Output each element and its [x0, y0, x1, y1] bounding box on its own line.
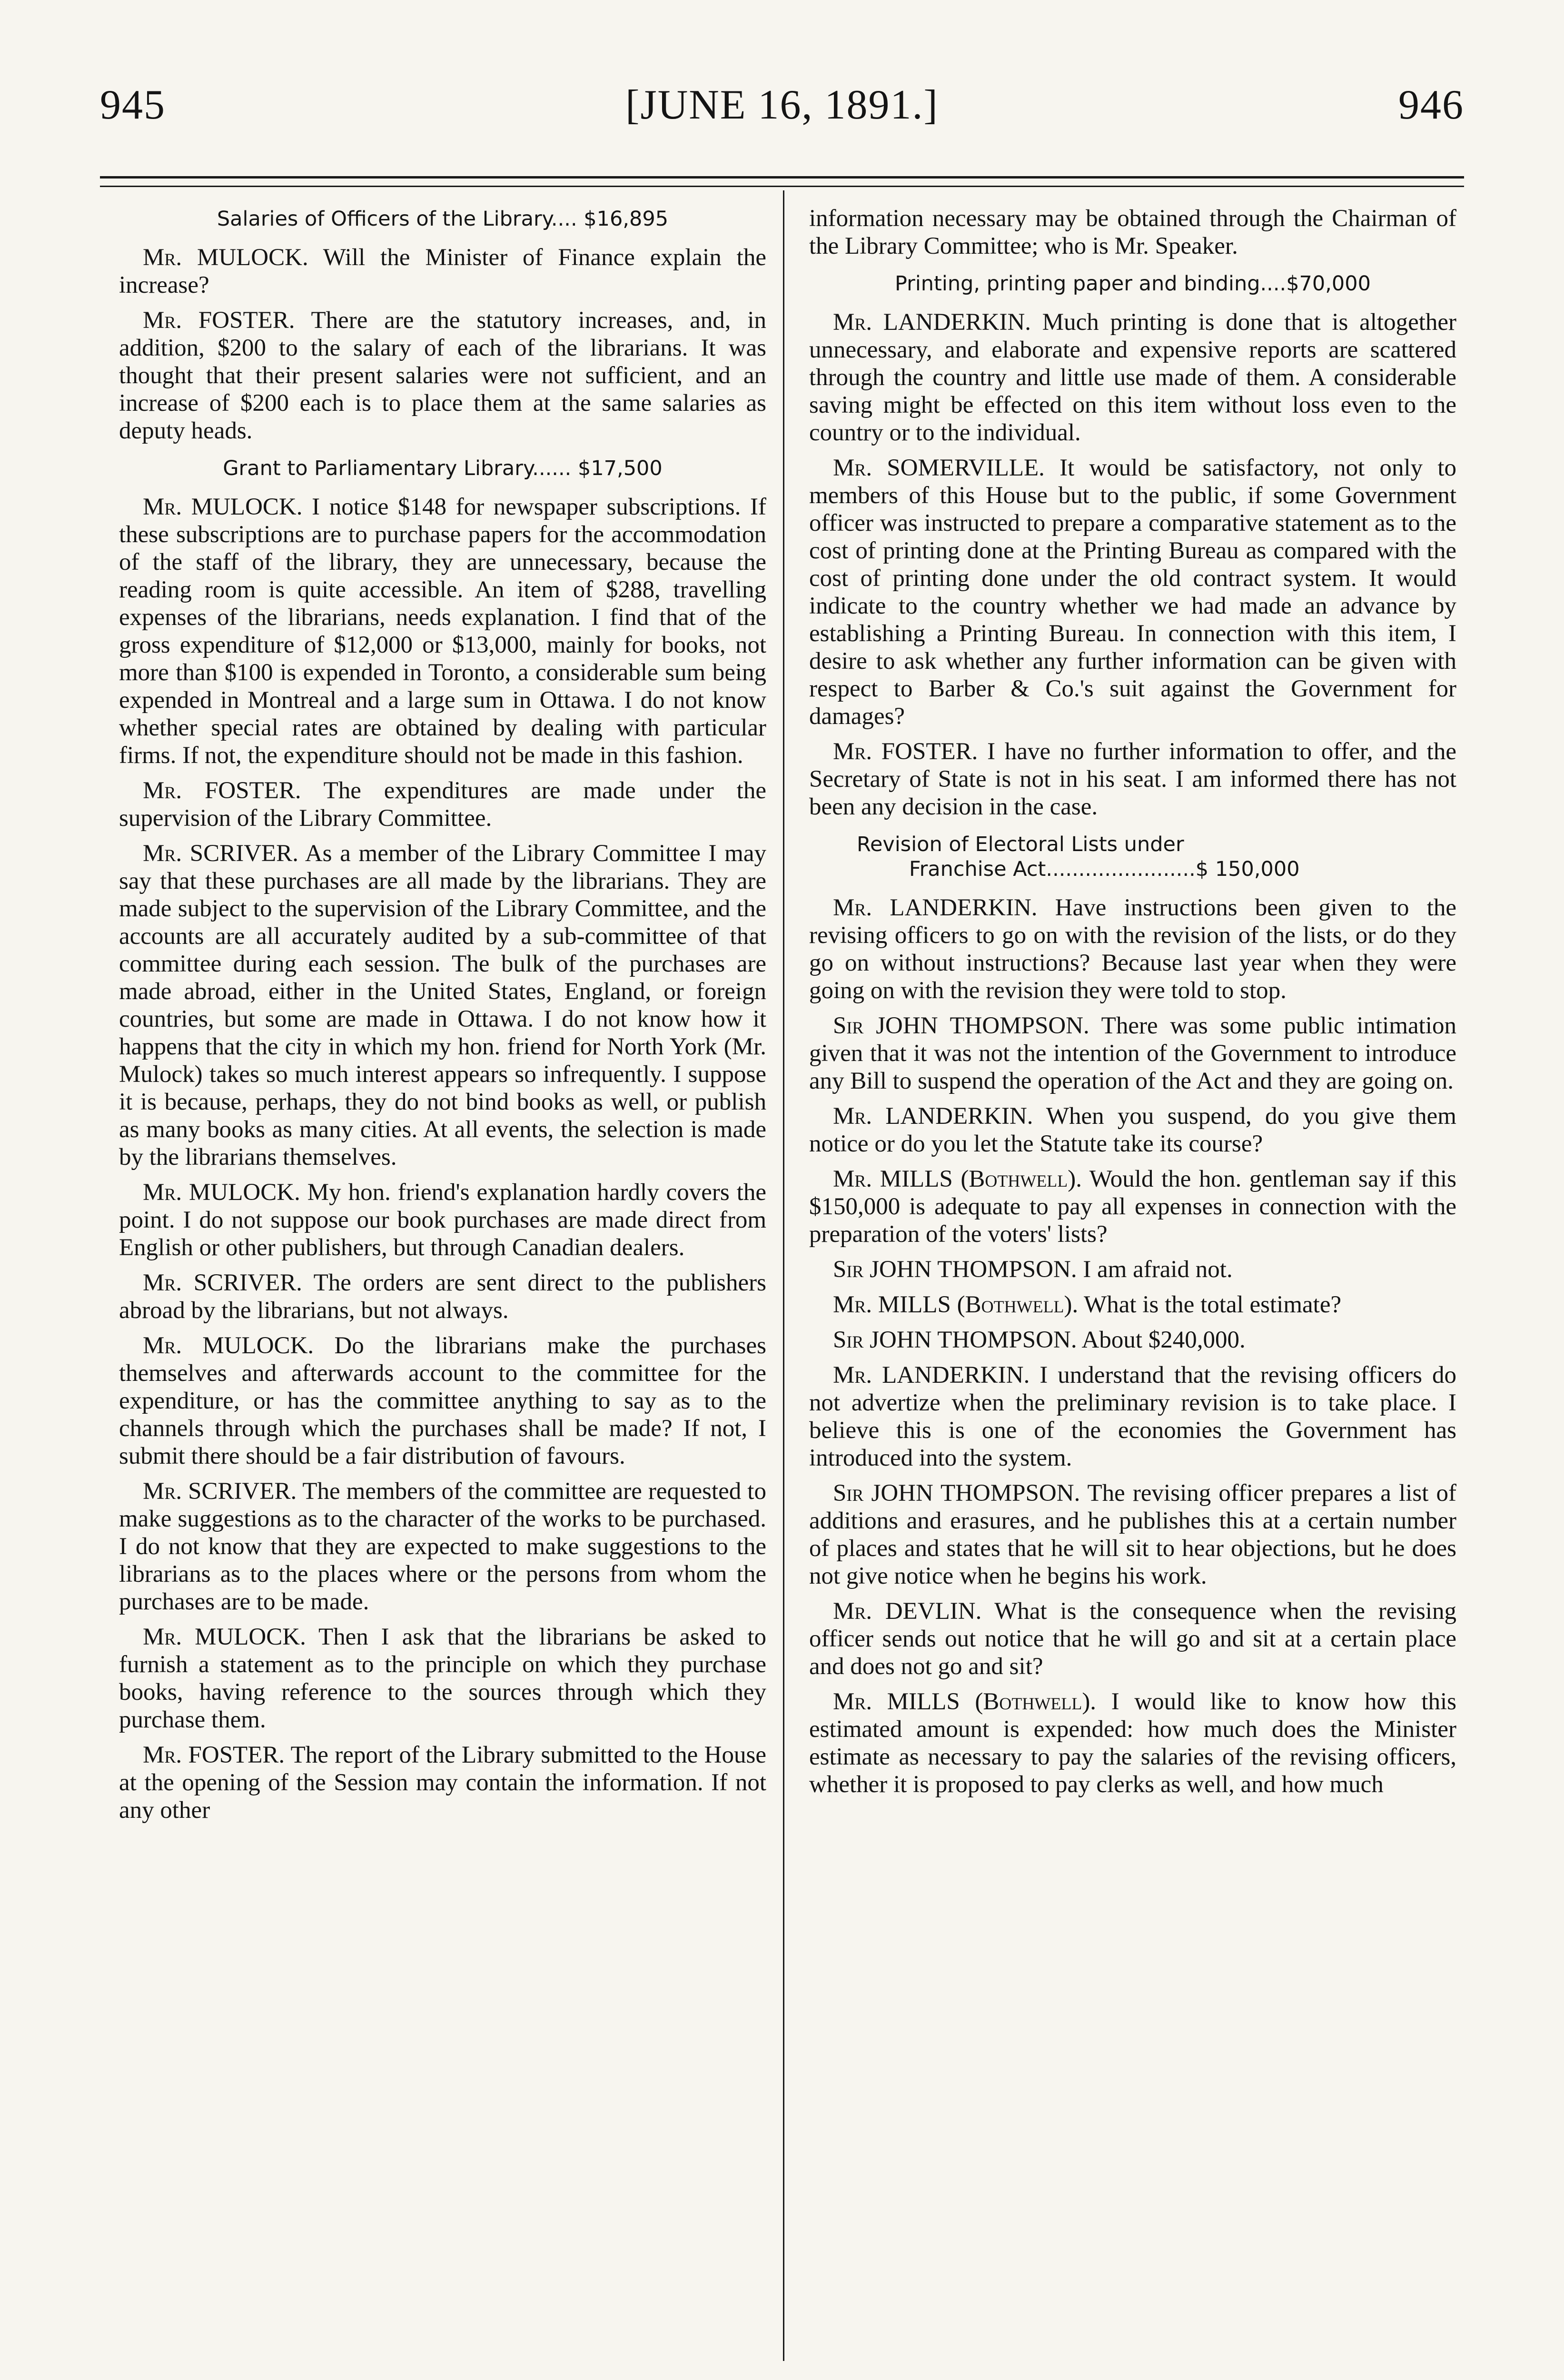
- speech-paragraph: [119, 1332, 766, 1470]
- speech-text: The members of the committee are requested to make suggestions as to the character of the works to be purchased. I do not know that they are expected to make suggestions to the librarians as to the places where or the persons from whom the purchases are to be made.: [119, 1478, 766, 1615]
- speech-paragraph: [119, 1478, 766, 1616]
- header-rule-thin: [100, 186, 1464, 187]
- speech-paragraph: [119, 777, 766, 832]
- column-divider: [783, 190, 784, 2361]
- speech-paragraph: [809, 1597, 1456, 1680]
- speaker-name: Sir JOHN THOMPSON.: [833, 1480, 1080, 1507]
- speaker-name: Sir JOHN THOMPSON.: [833, 1256, 1077, 1283]
- estimate-item-line1: Revision of Electoral Lists under: [857, 833, 1184, 856]
- speech-paragraph: [119, 307, 766, 445]
- speaker-name: Sir JOHN THOMPSON.: [833, 1327, 1077, 1353]
- estimate-item-heading: Grant to Parliamentary Library...... $17,500: [223, 456, 663, 480]
- speech-paragraph: [119, 1269, 766, 1324]
- speech-text: My hon. friend's explanation hardly covers the point. I do not suppose our book purchases are made direct from English or other publishers, but through Canadian dealers.: [119, 1179, 766, 1261]
- speech-text: Would the hon. gentleman say if this $150,000 is adequate to pay all expenses in connection with the preparation of the voters' lists?: [809, 1166, 1456, 1248]
- speech-text: About $240,000.: [1081, 1327, 1246, 1353]
- speech-paragraph: [809, 1688, 1456, 1798]
- speech-text: There was some public intimation given that it was not the intention of the Government to introduce any Bill to suspend the operation of the Act and they are going on.: [809, 1012, 1456, 1094]
- speech-text: As a member of the Library Committee I may say that these purchases are all made by the librarians. They are made subject to the supervision of the Library Committee, and the accounts are all accurately audited by a sub-committee of that committee during each session. The bulk of the purchases are made abroad, either in the United States, England, or foreign countries, but some are made in Ottawa. I do not know how it happens that the city in which my hon. friend for North York (Mr. Mulock) takes so much interest appears so infrequently. I suppose it is because, perhaps, they do not bind books as well, or publish as many books as many cities. At all events, the selection is made by the librarians themselves.: [119, 840, 766, 1170]
- speech-paragraph: [809, 1012, 1456, 1095]
- speech-text: The expenditures are made under the supervision of the Library Committee.: [119, 777, 766, 832]
- header-rule-thick: [100, 176, 1464, 178]
- speech-paragraph: [119, 493, 766, 769]
- speech-text: Will the Minister of Finance explain the increase?: [119, 244, 766, 298]
- speaker-name: Mr. LANDERKIN.: [833, 1103, 1033, 1130]
- speech-text: Then I ask that the librarians be asked to furnish a statement as to the principle on which they purchase books, having reference to the sources through which they purchase them.: [119, 1624, 766, 1733]
- continued-paragraph: information necessary may be obtained through the Chairman of the Library Committee; who is Mr. Speaker.: [809, 205, 1456, 259]
- speaker-name: Mr. LANDERKIN.: [833, 309, 1031, 336]
- speech-paragraph: [809, 308, 1456, 446]
- speaker-name: Mr. FOSTER.: [143, 777, 301, 804]
- speech-text: What is the consequence when the revising officer sends out notice that he will go and sit at a certain place and does not go and sit?: [809, 1598, 1456, 1680]
- speech-text: The orders are sent direct to the publishers abroad by the librarians, but not always.: [119, 1269, 766, 1324]
- speaker-name: Mr. MULOCK.: [143, 244, 308, 271]
- header-date: [JUNE 16, 1891.]: [625, 82, 939, 128]
- speaker-name: Mr. SCRIVER.: [143, 1269, 302, 1296]
- page-header: [100, 81, 1464, 133]
- estimate-item-heading: [809, 832, 1456, 882]
- speech-paragraph: [809, 1479, 1456, 1590]
- speaker-name: Mr. SCRIVER.: [143, 840, 298, 867]
- speech-paragraph: [809, 738, 1456, 821]
- speech-paragraph: [809, 1165, 1456, 1248]
- speech-text: I have no further information to offer, and the Secretary of State is not in his seat. I am informed there has not been any decision in the case.: [809, 738, 1456, 820]
- speech-text: I am afraid not.: [1083, 1256, 1233, 1283]
- speaker-name: Sir JOHN THOMPSON.: [833, 1012, 1089, 1039]
- speech-paragraph: [809, 1361, 1456, 1472]
- speech-text: Have instructions been given to the revising officers to go on with the revision of the lists, or do they go on without instructions? Because last year when they were going on with the revision they were told to stop.: [809, 894, 1456, 1004]
- speech-text: I notice $148 for newspaper subscriptions. If these subscriptions are to purchase papers for the accommodation of the staff of the library, they are unnecessary, because the reading room is quite accessible. An item of $288, travelling expenses of the librarians, needs explanation. I find that of the gross expenditure of $12,000 or $13,000, mainly for books, not more than $100 is expended in Toronto, a considerable sum being expended in Montreal and a large sum in Ottawa. I do not know whether special rates are obtained by dealing with particular firms. If not, the expenditure should not be made in this fashion.: [119, 494, 766, 769]
- page-number-right: 946: [1398, 82, 1464, 128]
- speaker-name: Mr. MULOCK.: [143, 1624, 306, 1650]
- estimate-item-heading: Salaries of Officers of the Library.... $16,895: [217, 207, 669, 231]
- speech-text: I understand that the revising officers do not advertize when the preliminary revision is to take place. I believe this is one of the economies the Government has introduced into the system.: [809, 1362, 1456, 1471]
- speech-text: Do the librarians make the purchases themselves and afterwards account to the committee for the expenditure, or has the committee anything to say as to the channels through which the purchases shall be made? If not, I submit there should be a fair distribution of favours.: [119, 1332, 766, 1469]
- page-number-left: 945: [100, 82, 166, 128]
- speaker-name: Mr. SOMERVILLE.: [833, 455, 1045, 481]
- speaker-name: Mr. MILLS (Bothwell).: [833, 1688, 1097, 1715]
- speech-paragraph: [119, 1741, 766, 1824]
- speech-paragraph: [809, 1102, 1456, 1158]
- speech-paragraph: [809, 1291, 1456, 1319]
- speech-text: Much printing is done that is altogether unnecessary, and elaborate and expensive reports are scattered through the country and little use made of them. A considerable saving might be effected on this item without loss even to the country or to the individual.: [809, 309, 1456, 446]
- speech-text: The report of the Library submitted to the House at the opening of the Session may contain the information. If not any other: [119, 1742, 766, 1824]
- speech-paragraph: [809, 454, 1456, 730]
- speaker-name: Mr. MILLS (Bothwell).: [833, 1291, 1079, 1318]
- speaker-name: Mr. LANDERKIN.: [833, 894, 1038, 921]
- left-column: [119, 205, 766, 2366]
- speech-paragraph: [809, 1326, 1456, 1354]
- speaker-name: Mr. FOSTER.: [143, 1742, 285, 1768]
- speech-text: When you suspend, do you give them notice or do you let the Statute take its course?: [809, 1103, 1456, 1157]
- speech-paragraph: [119, 1623, 766, 1734]
- speech-paragraph: [119, 244, 766, 299]
- estimate-item-heading: Printing, printing paper and binding....$70,000: [894, 272, 1371, 296]
- speaker-name: Mr. LANDERKIN.: [833, 1362, 1030, 1388]
- speaker-name: Mr. DEVLIN.: [833, 1598, 982, 1625]
- speech-text: What is the total estimate?: [1084, 1291, 1342, 1318]
- speaker-name: Mr. MILLS (Bothwell).: [833, 1166, 1082, 1192]
- speaker-name: Mr. MULOCK.: [143, 1179, 300, 1206]
- speech-text: There are the statutory increases, and, in addition, $200 to the salary of each of the librarians. It was thought that their present salaries were not sufficient, and an increase of $200 each is to place them at the same salaries as deputy heads.: [119, 307, 766, 444]
- speech-paragraph: [809, 1256, 1456, 1283]
- speaker-name: Mr. MULOCK.: [143, 1332, 314, 1359]
- speech-text: I would like to know how this estimated amount is expended: how much does the Minister estimate as necessary to pay the salaries of the revising officers, whether it is proposed to pay clerks as well, and how much: [809, 1688, 1456, 1798]
- speech-text: The revising officer prepares a list of additions and erasures, and he publishes this at a certain number of places and states that he will sit to hear objections, but he does not give notice when he begins his work.: [809, 1480, 1456, 1589]
- speech-paragraph: [119, 840, 766, 1171]
- right-column: [809, 205, 1456, 2366]
- speaker-name: Mr. SCRIVER.: [143, 1478, 297, 1505]
- estimate-item-line2: Franchise Act.......................$ 150,000: [909, 857, 1300, 881]
- speech-paragraph: [119, 1179, 766, 1261]
- speaker-name: Mr. FOSTER.: [833, 738, 978, 765]
- speaker-name: Mr. FOSTER.: [143, 307, 295, 334]
- speech-text: It would be satisfactory, not only to members of this House but to the public, if some Government officer was instructed to prepare a comparative statement as to the cost of printing done at the Printing Bureau as compared with the cost of printing done under the old contract system. It would indicate to the country whether we had made an advance by establishing a Printing Bureau. In connection with this item, I desire to ask whether any further information can be given with respect to Barber & Co.'s suit against the Government for damages?: [809, 455, 1456, 730]
- speaker-name: Mr. MULOCK.: [143, 494, 303, 520]
- speech-paragraph: [809, 894, 1456, 1004]
